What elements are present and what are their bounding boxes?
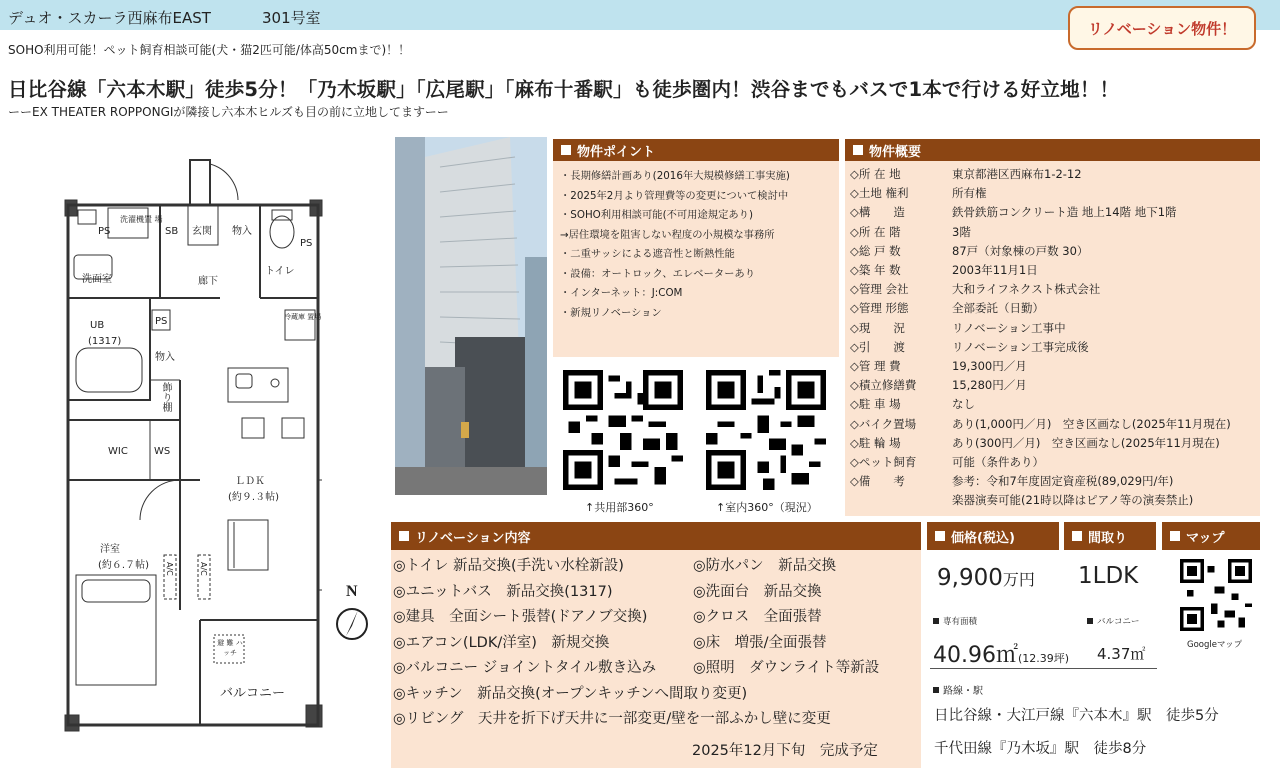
renovation-right-list [693, 554, 879, 682]
gaiyou-heading [845, 139, 1260, 161]
fp-fridge: 冷蔵庫 置場 [284, 313, 322, 321]
gaiyou-row [850, 184, 1231, 203]
renovation-badge: リノベーション物件！ [1068, 6, 1256, 50]
fp-monoire2: 物入 [155, 352, 175, 363]
gaiyou-value: 2003年11月1日 [952, 263, 1038, 278]
gaiyou-row [850, 453, 1231, 472]
fp-toilet: トイレ [265, 266, 295, 277]
gaiyou-value: 全部委託（日勤） [952, 301, 1044, 316]
room-number: 301号室 [262, 9, 321, 27]
renovation-item: ◎ユニットバス 新品交換(1317) [393, 583, 613, 600]
renovation-heading [391, 522, 921, 550]
gaiyou-row [850, 299, 1231, 318]
renovation-item: ◎バルコニー ジョイントタイル敷き込み [393, 660, 657, 676]
qr-common-caption: ↑共用部360° [585, 501, 654, 514]
points-heading [553, 139, 839, 161]
renovation-item: ◎クロス 全面張替 [693, 609, 822, 625]
square-icon [935, 531, 945, 541]
gaiyou-value: 鉄骨鉄筋コンクリート造 地上14階 地下1階 [952, 205, 1177, 220]
compass-icon [334, 582, 370, 642]
gaiyou-label: ◇備 考 [850, 474, 905, 489]
point-item: ・長期修繕計画あり(2016年大規模修繕工事実施) [560, 170, 790, 182]
gaiyou-row [850, 491, 1231, 510]
headline: 日比谷線「六本木駅」徒歩5分！「乃木坂駅」「広尾駅」「麻布十番駅」も徒歩圏内！渋谷までもバスで1本で行ける好立地！！ [8, 78, 1120, 101]
point-item: ・新規リノベーション [560, 306, 662, 319]
point-item: →居住環境を阻害しない程度の小規模な事務所 [560, 228, 775, 241]
fp-ps2: PS [300, 238, 313, 249]
divider [930, 668, 1157, 669]
completion-date: 2025年12月下旬 完成予定 [692, 743, 878, 759]
square-icon [1072, 531, 1082, 541]
renovation-item: ◎床 増張/全面張替 [693, 634, 827, 651]
gaiyou-label: ◇バイク置場 [850, 416, 917, 431]
qr-common-icon[interactable] [563, 370, 683, 490]
points-heading-label: 物件ポイント [577, 144, 656, 160]
gaiyou-row [850, 165, 1231, 184]
gaiyou-value: 所有権 [952, 186, 987, 201]
gaiyou-label: ◇管理 会社 [850, 282, 909, 297]
building-photo [395, 137, 547, 495]
renovation-item: ◎エアコン(LDK/洋室) 新規交換 [393, 634, 610, 651]
fp-wic: WIC [108, 446, 128, 457]
gaiyou-value: あり(1,000円／月) 空き区画なし(2025年11月現在) [952, 416, 1231, 431]
fp-kazari: 飾り棚 [160, 382, 171, 412]
balcony-value: 4.37㎡ [1097, 645, 1146, 663]
subline: ーーEX THEATER ROPPONGIが隣接し六本木ヒルズも目の前に立地してますーー [8, 105, 449, 119]
route-label-text: 路線・駅 [943, 686, 983, 697]
gaiyou-value: 19,300円／月 [952, 359, 1027, 374]
gaiyou-label: ◇築 年 数 [850, 263, 901, 278]
square-icon [933, 618, 939, 624]
gaiyou-value: あり(300円／月) 空き区画なし(2025年11月現在) [952, 435, 1220, 450]
square-icon [1087, 618, 1093, 624]
gaiyou-label: ◇管理 形態 [850, 301, 909, 316]
madori-heading [1064, 522, 1156, 550]
renovation-item: ◎トイレ 新品交換(手洗い水栓新設) [393, 558, 624, 574]
fp-washer: 洗濯機置 場 [120, 215, 163, 224]
price-heading [927, 522, 1059, 550]
gaiyou-row [850, 203, 1231, 222]
fp-youshitsu: 洋室 [100, 544, 120, 555]
renovation-item: ◎防水パン 新品交換 [693, 558, 837, 574]
gaiyou-row [850, 415, 1231, 434]
price-value [937, 565, 1035, 591]
gaiyou-value: 可能（条件あり） [952, 455, 1044, 470]
point-item: ・SOHO利用相談可能(不可用途規定あり) [560, 209, 753, 221]
area-number: 40.96㎡ [933, 643, 1018, 668]
fp-hallway: 廊下 [198, 276, 218, 287]
gaiyou-label: ◇駐 車 場 [850, 397, 901, 412]
gaiyou-label: ◇積立修繕費 [850, 378, 917, 393]
point-item: ・設備：オートロック、エレベーターあり [560, 267, 756, 280]
gaiyou-row [850, 280, 1231, 299]
price-unit: 万円 [1002, 570, 1035, 589]
price-number: 9,900 [937, 565, 1003, 591]
square-icon [399, 531, 409, 541]
gaiyou-value: なし [952, 397, 975, 412]
balcony-label [1087, 615, 1140, 627]
balcony-label-text: バルコニー [1097, 617, 1140, 627]
fp-ldk: ＬＤＫ [235, 476, 265, 487]
square-icon [1170, 531, 1180, 541]
price-heading-label: 価格(税込) [951, 530, 1015, 546]
gaiyou-label: ◇現 況 [850, 320, 905, 335]
fp-ac2: A/C [199, 562, 208, 576]
gaiyou-label [850, 491, 952, 510]
soho-pet-line: SOHO利用可能！ペット飼育相談可能(犬・猫2匹可能/体高50cmまで)！！ [8, 43, 411, 57]
renovation-item: ◎リビング 天井を折下げ天井に一部変更/壁を一部ふかし壁に変更 [393, 711, 831, 727]
area-tsubo: (12.39坪) [1017, 652, 1070, 665]
map-heading-label: マップ [1186, 530, 1225, 546]
route-line-2: 千代田線『乃木坂』駅 徒歩8分 [934, 741, 1147, 757]
gaiyou-value: 87戸（対象棟の戸数 30） [952, 243, 1089, 258]
gaiyou-label: ◇ペット飼育 [850, 455, 917, 470]
renovation-item: ◎洗面台 新品交換 [693, 583, 822, 600]
madori-value: 1LDK [1078, 563, 1139, 589]
fp-ac1: A/C [165, 562, 174, 576]
fp-monoire1: 物入 [232, 226, 252, 237]
point-item: ・インターネット：J:COM [560, 287, 683, 299]
gaiyou-row [850, 261, 1231, 280]
madori-heading-label: 間取り [1088, 530, 1128, 546]
gaiyou-label: ◇管 理 費 [850, 359, 901, 374]
fp-ub: UB [90, 320, 105, 331]
point-item: ・2025年2月より管理費等の変更について検討中 [560, 189, 789, 202]
google-map-qr-icon[interactable] [1180, 559, 1252, 631]
fp-youshitsu-size: (約６.７帖) [98, 560, 149, 571]
gaiyou-row [850, 319, 1231, 338]
gaiyou-label: ◇土地 権利 [850, 186, 909, 201]
gaiyou-row [850, 242, 1231, 261]
gaiyou-label: ◇駐 輪 場 [850, 435, 901, 450]
fp-ws: WS [154, 446, 171, 457]
square-icon [853, 145, 863, 155]
gaiyou-row [850, 434, 1231, 453]
gaiyou-row [850, 395, 1231, 414]
property-name: デュオ・スカーラ西麻布EAST [8, 9, 211, 27]
route-line-1: 日比谷線・大江戸線『六本木』駅 徒歩5分 [934, 708, 1219, 724]
gaiyou-label: ◇引 渡 [850, 339, 905, 354]
gaiyou-row [850, 223, 1231, 242]
area-label [933, 615, 977, 627]
point-item: ・二重サッシによる遮音性と断熱性能 [560, 248, 735, 260]
square-icon [933, 687, 939, 693]
gaiyou-label: ◇構 造 [850, 205, 905, 220]
gaiyou-table [850, 165, 1231, 511]
map-heading [1162, 522, 1260, 550]
gaiyou-value: 3階 [952, 224, 971, 239]
gaiyou-row [850, 376, 1231, 395]
qr-room-caption: ↑室内360°（現況） [716, 501, 818, 514]
gaiyou-label: ◇所 在 階 [850, 224, 901, 239]
fp-ps3: PS [155, 316, 168, 327]
fp-hatch: 避 難 ハッチ [217, 639, 243, 657]
gaiyou-value: 楽器演奏可能(21時以降はピアノ等の演奏禁止) [952, 493, 1194, 508]
square-icon [561, 145, 571, 155]
renovation-heading-label: リノベーション内容 [415, 530, 531, 546]
fp-genkan: 玄関 [192, 226, 212, 237]
gaiyou-row [850, 357, 1231, 376]
gaiyou-label: ◇所 在 地 [850, 167, 901, 181]
gaiyou-value: 参考：令和7年度固定資産税(89,029円/年) [952, 474, 1174, 489]
fp-ub-size: (1317) [88, 336, 122, 347]
fp-sb: SB [165, 226, 179, 237]
route-label [933, 682, 983, 697]
gaiyou-heading-label: 物件概要 [869, 144, 922, 160]
gaiyou-value: 東京都港区西麻布1-2-12 [952, 167, 1082, 181]
fp-ldk-size: (約９.３帖) [228, 492, 279, 503]
gaiyou-row [850, 338, 1231, 357]
fp-washroom: 洗面室 [82, 274, 112, 285]
gaiyou-value: リノベーション工事中 [952, 320, 1066, 335]
renovation-item: ◎建具 全面シート張替(ドアノブ交換) [393, 609, 648, 625]
qr-room-icon[interactable] [706, 370, 826, 490]
gaiyou-value: 大和ライフネクスト株式会社 [952, 282, 1101, 297]
gaiyou-label: ◇総 戸 数 [850, 243, 901, 258]
floor-plan [60, 150, 350, 740]
gaiyou-value: 15,280円／月 [952, 378, 1027, 393]
area-label-text: 専有面積 [943, 617, 978, 627]
gaiyou-value: リノベーション工事完成後 [952, 339, 1089, 354]
renovation-item: ◎照明 ダウンライト等新設 [693, 660, 880, 676]
compass-n-label: N [346, 583, 358, 600]
fp-ps1: PS [98, 226, 111, 237]
fp-balcony: バルコニー [220, 686, 286, 701]
gaiyou-row [850, 472, 1231, 491]
renovation-item: ◎キッチン 新品交換(オープンキッチンへ間取り変更) [393, 685, 748, 702]
map-caption: Googleマップ [1187, 640, 1243, 650]
points-list [560, 167, 790, 323]
area-value [933, 638, 1069, 669]
